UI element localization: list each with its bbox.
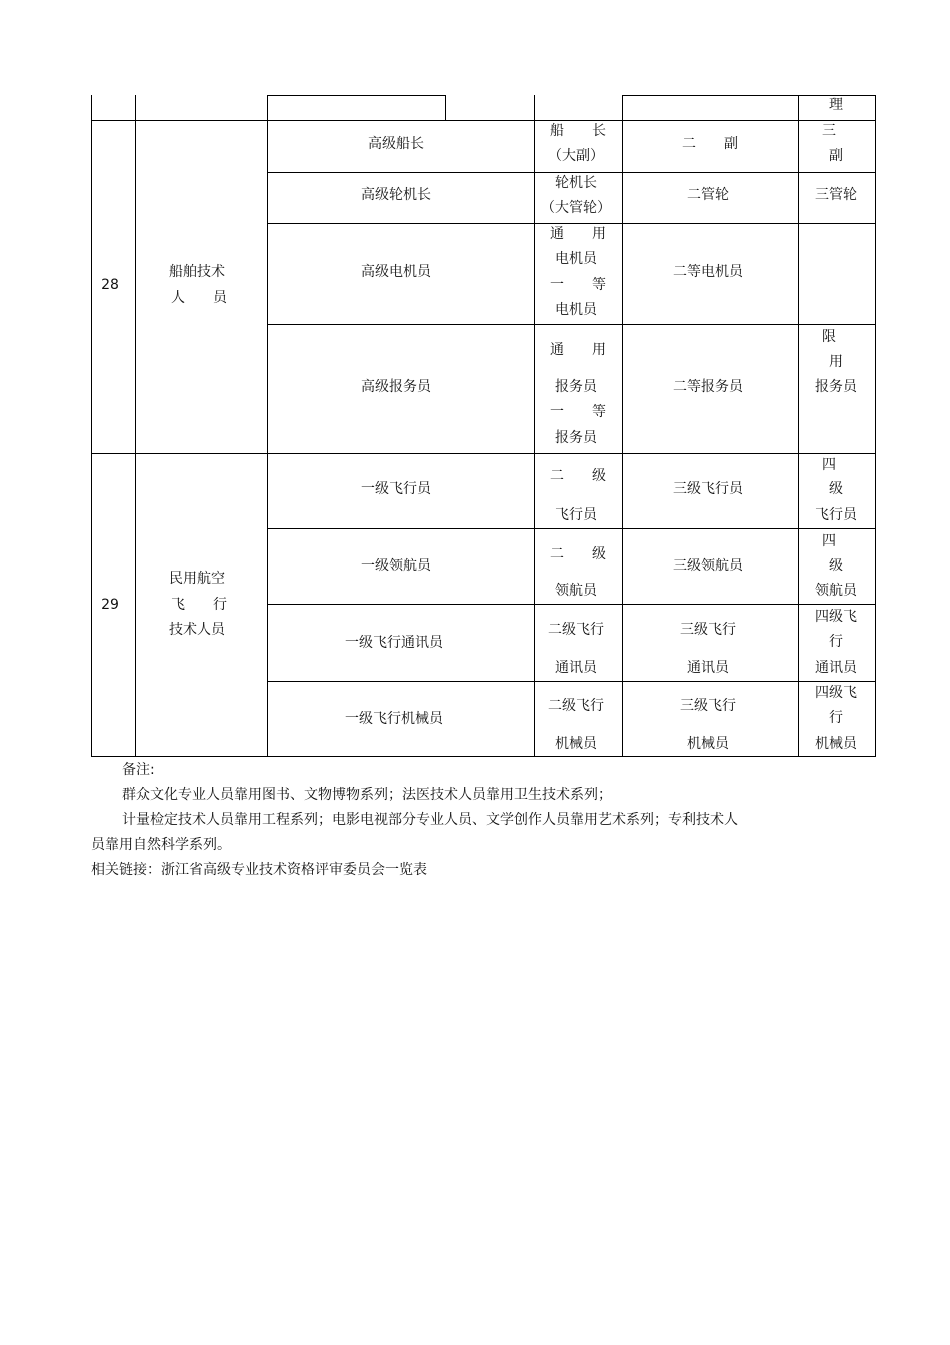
notes-line: 员靠用自然科学系列。 — [91, 837, 231, 853]
vice-title: 轮机长 — [555, 175, 597, 191]
vice-title: 一 等 — [550, 277, 606, 293]
junior-title: 三 — [822, 123, 836, 139]
junior-title: 四级飞 — [815, 685, 857, 701]
senior-title: 高级船长 — [368, 136, 424, 152]
vice-title: （大管轮） — [541, 200, 611, 216]
mid-title: 三级飞行员 — [673, 481, 743, 497]
junior-title: 级 — [829, 481, 843, 497]
junior-title: 用 — [829, 354, 843, 370]
junior-title: 机械员 — [815, 736, 857, 752]
mid-title: 三级飞行 — [680, 622, 736, 638]
vice-title: 通 用 — [550, 342, 606, 358]
fragment-cell-text: 理 — [829, 97, 843, 113]
vice-title: 通 用 — [550, 226, 606, 242]
junior-title: 限 — [822, 329, 836, 345]
vice-title: 机械员 — [555, 736, 597, 752]
notes-heading: 备注: — [122, 762, 155, 778]
row-number: 28 — [101, 277, 119, 293]
junior-title: 飞行员 — [815, 507, 857, 523]
vice-title: 报务员 — [555, 430, 597, 446]
vice-title: 飞行员 — [555, 507, 597, 523]
category-label: 人 员 — [171, 290, 227, 306]
vice-title: 船 长 — [550, 123, 606, 139]
vice-title: 二级飞行 — [548, 622, 604, 638]
junior-title: 四 — [822, 533, 836, 549]
senior-title: 一级领航员 — [361, 558, 431, 574]
junior-title: 行 — [829, 710, 843, 726]
row-number: 29 — [101, 597, 119, 613]
category-label: 技术人员 — [169, 622, 225, 638]
junior-title: 通讯员 — [815, 660, 857, 676]
notes-line: 计量检定技术人员靠用工程系列；电影电视部分专业人员、文学创作人员靠用艺术系列；专利技术人 — [122, 812, 738, 828]
mid-title: 三级飞行 — [680, 698, 736, 714]
junior-title: 行 — [829, 634, 843, 650]
vice-title: 二级飞行 — [548, 698, 604, 714]
mid-title: 二等报务员 — [673, 379, 743, 395]
vice-title: 电机员 — [555, 251, 597, 267]
senior-title: 高级轮机长 — [361, 187, 431, 203]
category-label: 民用航空 — [169, 571, 225, 587]
related-link[interactable]: 相关链接：浙江省高级专业技术资格评审委员会一览表 — [91, 862, 427, 878]
vice-title: 二 级 — [550, 546, 606, 562]
mid-title: 通讯员 — [687, 660, 729, 676]
junior-title: 领航员 — [815, 583, 857, 599]
junior-title: 副 — [829, 148, 843, 164]
vice-title: 二 级 — [550, 468, 606, 484]
senior-title: 一级飞行通讯员 — [345, 635, 443, 651]
vice-title: 一 等 — [550, 404, 606, 420]
vice-title: （大副） — [548, 148, 604, 164]
vice-title: 报务员 — [555, 379, 597, 395]
junior-title: 四 — [822, 457, 836, 473]
vice-title: 领航员 — [555, 583, 597, 599]
mid-title: 二管轮 — [687, 187, 729, 203]
mid-title: 机械员 — [687, 736, 729, 752]
senior-title: 一级飞行机械员 — [345, 711, 443, 727]
mid-title: 二 副 — [682, 136, 738, 152]
junior-title: 级 — [829, 558, 843, 574]
junior-title: 三管轮 — [815, 187, 857, 203]
mid-title: 二等电机员 — [673, 264, 743, 280]
category-label: 船舶技术 — [169, 264, 225, 280]
senior-title: 高级电机员 — [361, 264, 431, 280]
senior-title: 一级飞行员 — [361, 481, 431, 497]
senior-title: 高级报务员 — [361, 379, 431, 395]
notes-line: 群众文化专业人员靠用图书、文物博物系列；法医技术人员靠用卫生技术系列； — [122, 787, 612, 803]
junior-title: 报务员 — [815, 379, 857, 395]
vice-title: 电机员 — [555, 302, 597, 318]
category-label: 飞 行 — [171, 597, 227, 613]
mid-title: 三级领航员 — [673, 558, 743, 574]
junior-title: 四级飞 — [815, 609, 857, 625]
vice-title: 通讯员 — [555, 660, 597, 676]
